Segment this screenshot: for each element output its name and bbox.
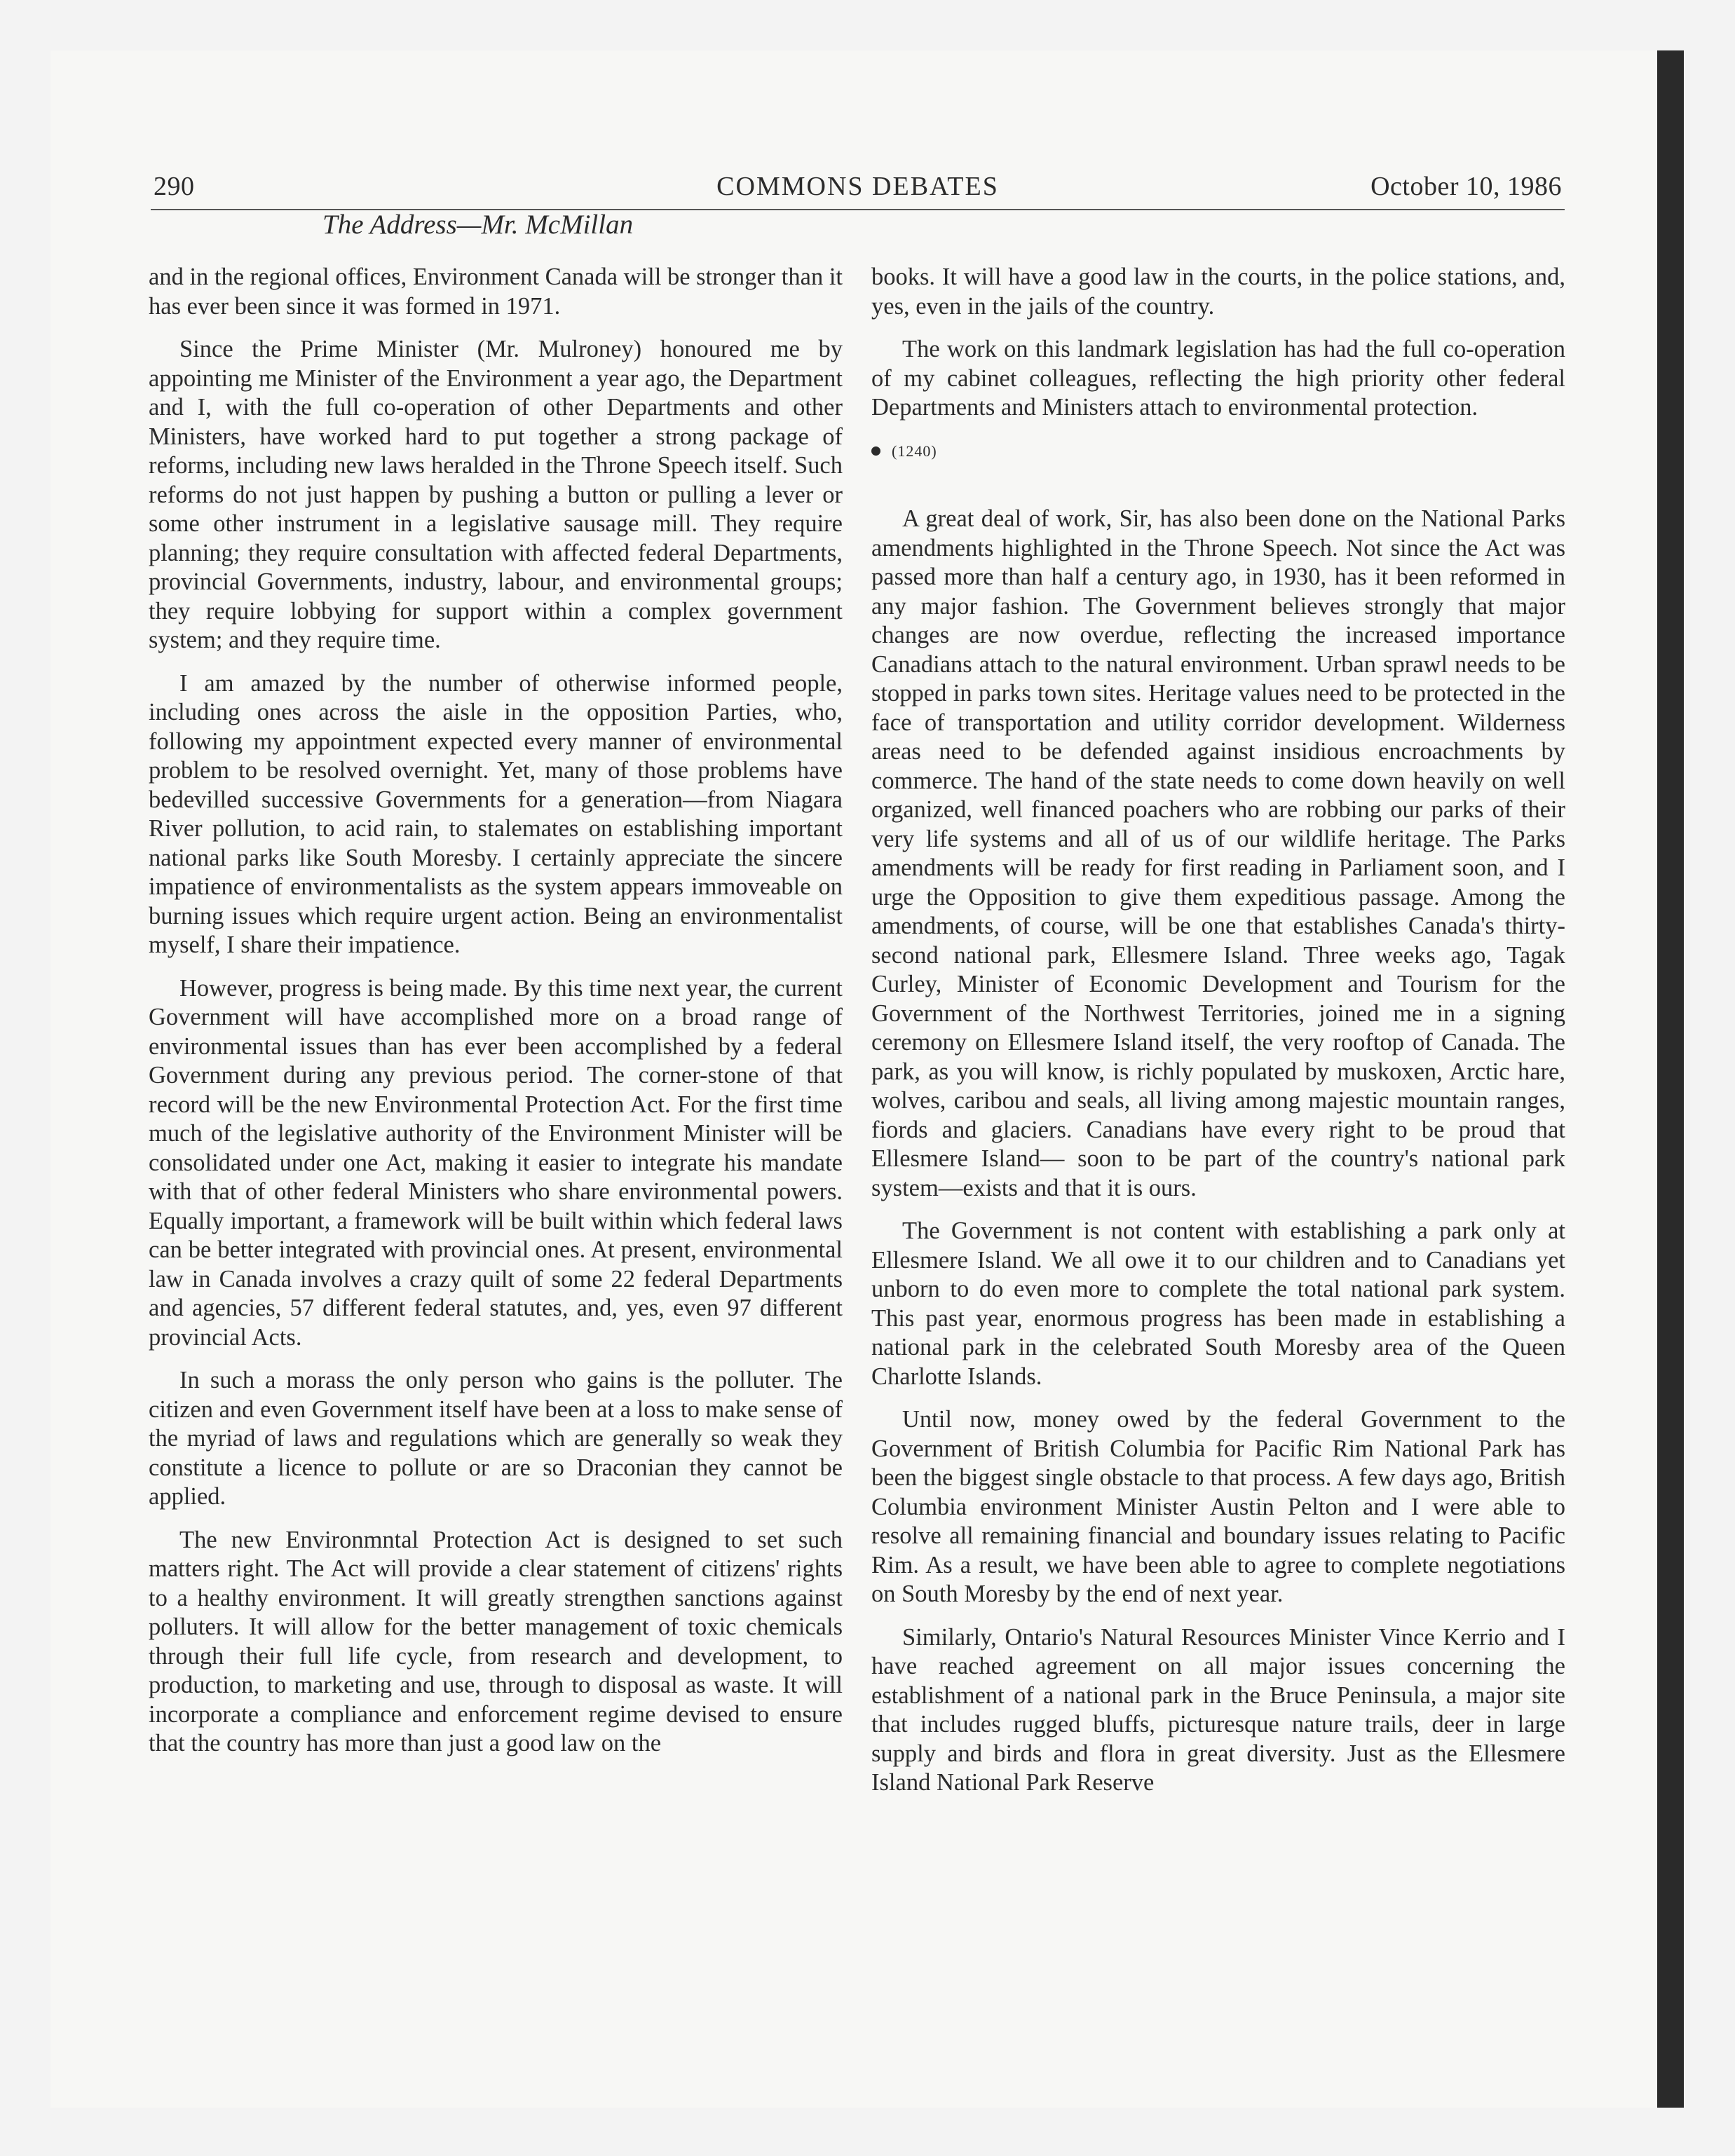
paragraph: In such a morass the only person who gains is the polluter. The citizen and even Government itself have been at a loss to make sense of the myriad of laws and regulations which are generally so weak they constitute a licence to pollute or are so Draconian they cannot be applied. (149, 1367, 843, 1510)
publication-date: October 10, 1986 (1370, 172, 1562, 201)
publication-title: COMMONS DEBATES (716, 172, 999, 201)
right-column (871, 263, 1565, 1812)
page-header (151, 168, 1565, 210)
section-subheading: The Address—Mr. McMillan (322, 210, 634, 240)
paragraph: I am amazed by the number of otherwise informed people, including ones across the aisle in the opposition Parties, who, following my appointment expected every manner of environmental problem to be resolved overnight. Yet, many of those problems have bedevilled successive Governments for a generation—from Niagara River pollution, to acid rain, to stalemates on establishing important national parks like South Moresby. I certainly appreciate the sincere impatience of environmentalists as the system appears immoveable on burning issues which require urgent action. Being an environmentalist myself, I share their impatience. (149, 669, 843, 958)
paragraph: However, progress is being made. By this time next year, the current Government will have accomplished more on a broad range of environmental issues than has ever been accomplished by a federal Government during any previous period. The corner-stone of that record will be the new Environmental Protection Act. For the first time much of the legislative authority of the Environment Minister will be consolidated under one Act, making it easier to integrate his mandate with that of other federal Ministers who share environmental powers. Equally important, a framework will be built within which federal laws can be better integrated with provincial ones. At present, environmental law in Canada involves a crazy quilt of some 22 federal Departments and agencies, 57 different federal statutes, and, yes, even 97 different provincial Acts. (149, 974, 843, 1351)
left-column (149, 263, 843, 1773)
bullet-icon (871, 446, 880, 456)
paragraph: books. It will have a good law in the courts, in the police stations, and, yes, even in the jails of the country. (871, 264, 1565, 320)
paragraph: Until now, money owed by the federal Government to the Government of British Columbia for Pacific Rim National Park has been the biggest single obstacle to that process. A few days ago, British Columbia environment Minister Austin Pelton and I were able to resolve all remaining financial and boundary issues relating to Pacific Rim. As a result, we have been able to agree to complete negotiations on South Moresby by the end of next year. (871, 1406, 1565, 1607)
time-marker-label: (1240) (892, 442, 937, 460)
paragraph: The Government is not content with establishing a park only at Ellesmere Island. We all owe it to our children and to Canadians yet unborn to do even more to complete the total national park system. This past year, enormous progress has been made in establishing a national park in the celebrated South Moresby area of the Queen Charlotte Islands. (871, 1217, 1565, 1390)
paragraph: and in the regional offices, Environment Canada will be stronger than it has ever been since it was formed in 1971. (149, 264, 843, 320)
paragraph: The new Environmntal Protection Act is designed to set such matters right. The Act will provide a clear statement of citizens' rights to a healthy environment. It will greatly strengthen sanctions against polluters. It will allow for the better management of toxic chemicals through their full life cycle, from research and development, to production, to marketing and use, through to disposal as waste. It will incorporate a compliance and enforcement regime devised to ensure that the country has more than just a good law on the (149, 1526, 843, 1756)
time-marker (871, 437, 1565, 466)
scan-edge-shadow (1657, 50, 1684, 2108)
paragraph: A great deal of work, Sir, has also been done on the National Parks amendments highlighted in the Throne Speech. Not since the Act was passed more than half a century ago, in 1930, has it been reformed in any major fashion. The Government believes strongly that major changes are now overdue, reflecting the increased importance Canadians attach to the natural environment. Urban sprawl needs to be stopped in parks town sites. Heritage values need to be protected in the face of transportation and utility corridor development. Wilderness areas need to be defended against insidious encroachments by commerce. The hand of the state needs to come down heavily on well organized, well financed poachers who are robbing our parks of their very life systems and all of us of our wildlife heritage. The Parks amendments will be ready for first reading in Parliament soon, and I urge the Opposition to give them expeditious passage. Among the amendments, of course, will be one that establishes Canada's thirty-second national park, Ellesmere Island. Three weeks ago, Tagak Curley, Minister of Economic Development and Tourism for the Government of the Northwest Territories, joined me in a signing ceremony on Ellesmere Island itself, the very rooftop of Canada. The park, as you will know, is richly populated by muskoxen, Arctic hare, wolves, caribou and seals, all living among majestic mountain ranges, fiords and glaciers. Canadians have every right to be proud that Ellesmere Island— soon to be part of the country's national park system—exists and that it is ours. (871, 505, 1565, 1201)
page-number: 290 (154, 172, 195, 201)
paragraph: Since the Prime Minister (Mr. Mulroney) honoured me by appointing me Minister of the Environment a year ago, the Department and I, with the full co-operation of other Departments and other Ministers, have worked hard to put together a strong package of reforms, including new laws heralded in the Throne Speech itself. Such reforms do not just happen by pushing a button or pulling a lever or some other instrument in a legislative sausage mill. They require planning; they require consultation with affected federal Departments, provincial Governments, industry, labour, and environmental groups; they require lobbying for support within a complex government system; and they require time. (149, 336, 843, 653)
paragraph: Similarly, Ontario's Natural Resources Minister Vince Kerrio and I have reached agreement on all major issues concerning the establishment of a national park in the Bruce Peninsula, a major site that includes rugged bluffs, picturesque nature trails, deer in large supply and birds and flora in great diversity. Just as the Ellesmere Island National Park Reserve (871, 1623, 1565, 1796)
paragraph: The work on this landmark legislation has had the full co-operation of my cabinet colleagues, reflecting the high priority other federal Departments and Ministers attach to environmental protection. (871, 336, 1565, 421)
